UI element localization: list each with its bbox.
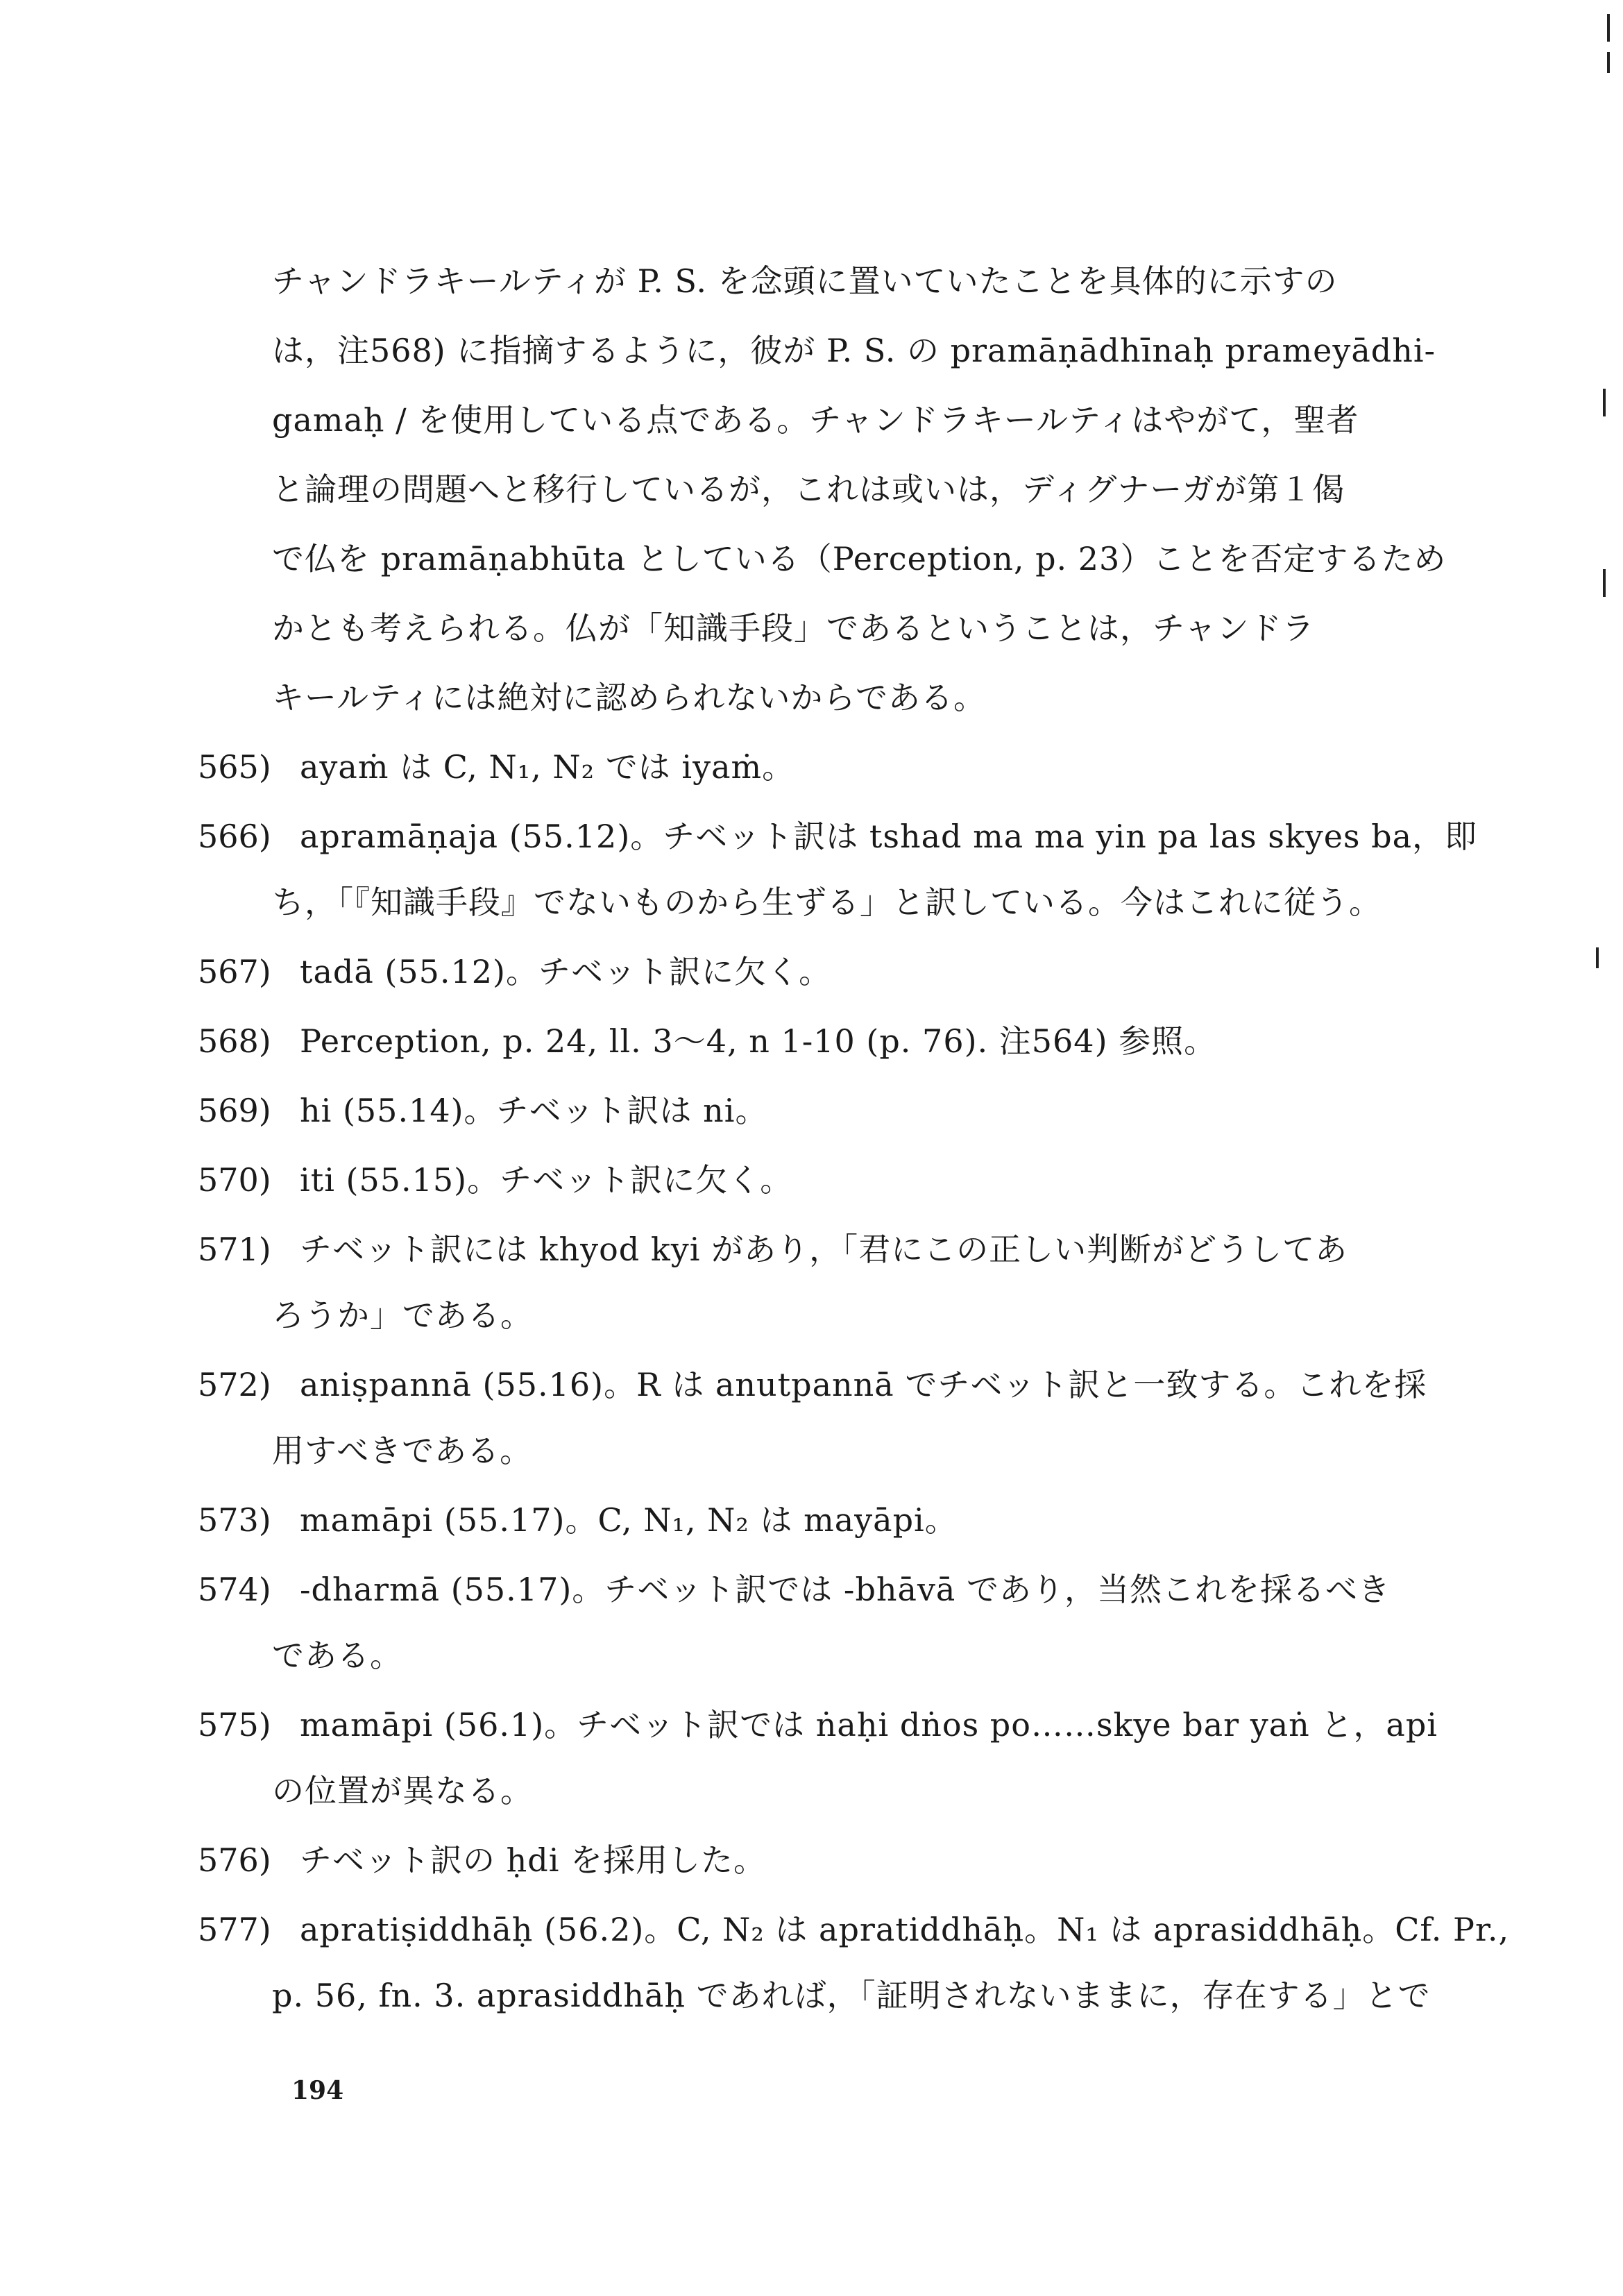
note-text-continued: 用すべきである。 <box>272 1432 533 1469</box>
note-number: 572) <box>198 1366 271 1403</box>
intro-line-7: キールティには絶対に認められないからである。 <box>272 679 986 716</box>
note-text: mamāpi (56.1)。チベット訳では ṅaḥi dṅos po……skye bar yaṅ と，api <box>300 1706 1438 1744</box>
note-number: 569) <box>198 1092 271 1129</box>
note-text: aniṣpannā (55.16)。R は anutpannā でチベット訳と一致する。これを採 <box>300 1366 1427 1403</box>
note-text-continued: である。 <box>272 1637 402 1674</box>
note-number: 573) <box>198 1501 271 1539</box>
note-number: 567) <box>198 953 271 990</box>
note-text: tadā (55.12)。チベット訳に欠く。 <box>300 953 832 990</box>
intro-line-5: で仏を pramāṇabhūta としている（Perception, p. 23）ことを否定するため <box>272 540 1447 577</box>
note-number: 570) <box>198 1161 271 1199</box>
note-text: apramāṇaja (55.12)。チベット訳は tshad ma ma yin pa las skyes ba，即 <box>300 818 1478 855</box>
note-number: 574) <box>198 1571 271 1608</box>
note-text: Perception, p. 24, ll. 3〜4, n 1-10 (p. 76). 注564) 参照。 <box>300 1022 1217 1060</box>
note-number: 571) <box>198 1231 271 1268</box>
note-text-continued: ち，「『知識手段』でないものから生ずる」と訳している。今はこれに従う。 <box>272 884 1382 921</box>
note-text-continued: の位置が異なる。 <box>272 1772 533 1809</box>
note-text: チベット訳の ḥdi を採用した。 <box>300 1841 767 1879</box>
scan-edge-mark <box>1607 14 1610 42</box>
note-text: apratiṣiddhāḥ (56.2)。C, N₂ は apratiddhāḥ。N₁ は aprasiddhāḥ。Cf. Pr., <box>300 1911 1510 1948</box>
intro-line-1: チャンドラキールティが P. S. を念頭に置いていたことを具体的に示すの <box>272 262 1338 300</box>
page-number: 194 <box>291 2076 344 2105</box>
note-number: 576) <box>198 1841 271 1879</box>
scan-edge-mark <box>1603 389 1606 416</box>
note-number: 577) <box>198 1911 271 1948</box>
intro-line-2: は，注568) に指摘するように，彼が P. S. の pramāṇādhīnaḥ prameyādhi- <box>272 332 1436 369</box>
note-number: 566) <box>198 818 271 855</box>
scan-edge-mark <box>1596 947 1599 968</box>
note-text-continued: p. 56, fn. 3. aprasiddhāḥ であれば，「証明されないままに，存在する」とで <box>272 1977 1431 2014</box>
intro-line-4: と論理の問題へと移行しているが，これは或いは，ディグナーガが第１偈 <box>272 471 1345 508</box>
note-text: -dharmā (55.17)。チベット訳では -bhāvā であり，当然これを採るべき <box>300 1571 1391 1608</box>
note-text: チベット訳には khyod kyi があり，「君にこの正しい判断がどうしてあ <box>300 1231 1348 1268</box>
scan-edge-mark <box>1607 52 1610 73</box>
intro-line-3: gamaḥ / を使用している点である。チャンドラキールティはやがて，聖者 <box>272 401 1359 439</box>
note-number: 575) <box>198 1706 271 1744</box>
scan-edge-mark <box>1603 569 1606 597</box>
note-text: hi (55.14)。チベット訳は ni。 <box>300 1092 768 1129</box>
note-text: mamāpi (55.17)。C, N₁, N₂ は mayāpi。 <box>300 1501 958 1539</box>
note-number: 568) <box>198 1022 271 1060</box>
intro-line-6: かとも考えられる。仏が「知識手段」であるということは，チャンドラ <box>272 609 1315 647</box>
note-text-continued: ろうか」である。 <box>272 1297 533 1334</box>
note-number: 565) <box>198 748 271 786</box>
note-text: ayaṁ は C, N₁, N₂ では iyaṁ。 <box>300 748 795 786</box>
note-text: iti (55.15)。チベット訳に欠く。 <box>300 1161 793 1199</box>
